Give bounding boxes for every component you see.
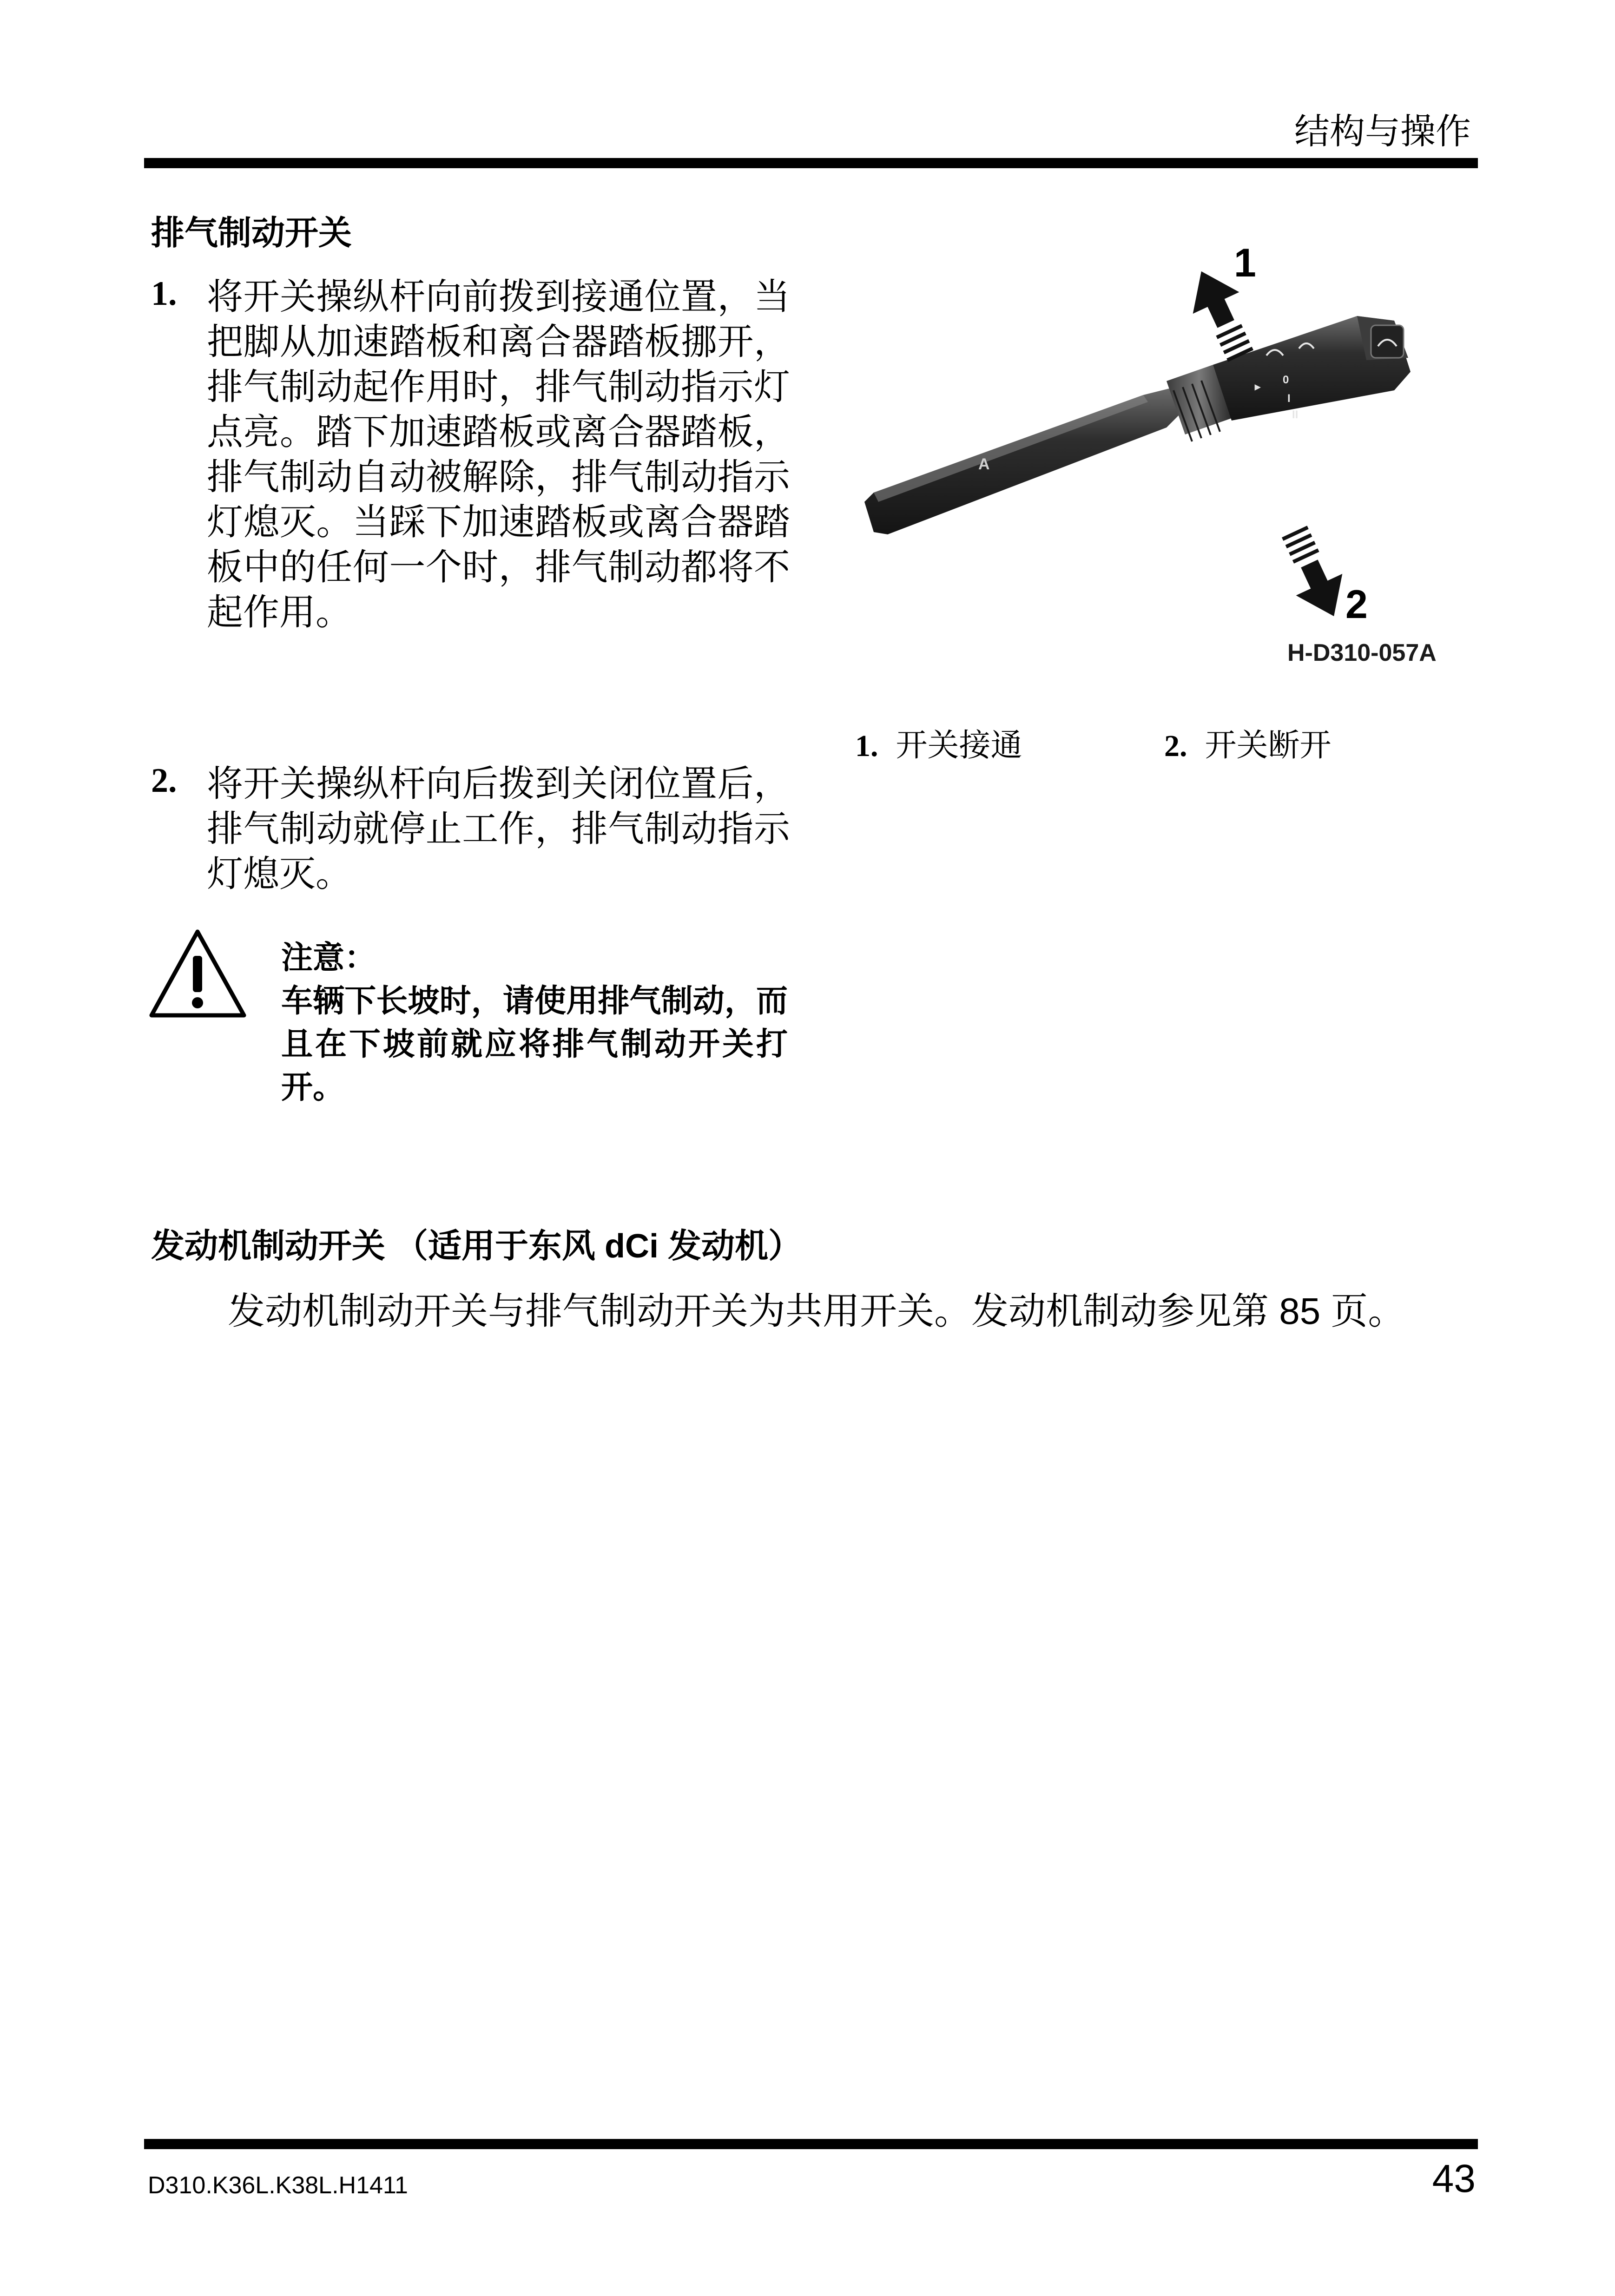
warning-triangle-icon xyxy=(148,927,248,1020)
header-section-title: 结构与操作 xyxy=(1294,112,1471,151)
engine-brake-body: 发动机制动开关与排气制动开关为共用开关。发动机制动参见第 85 页。 xyxy=(228,1290,1405,1332)
engine-brake-heading: 发动机制动开关 （适用于东风 dCi 发动机） xyxy=(151,1228,802,1265)
exhaust-brake-heading: 排气制动开关 xyxy=(151,215,352,252)
step-2-number: 2. xyxy=(151,762,177,800)
svg-text:▸: ▸ xyxy=(1255,381,1261,393)
arrow-label-2: 2 xyxy=(1345,582,1368,627)
footer-rule xyxy=(144,2139,1478,2149)
caption-1-number: 1. xyxy=(855,729,878,763)
svg-text:II: II xyxy=(1292,408,1299,421)
step-2-text: 将开关操纵杆向后拨到关闭位置后，排气制动就停止工作，排气制动指示灯熄灭。 xyxy=(207,763,790,894)
svg-text:0: 0 xyxy=(1283,374,1289,386)
step-1-number: 1. xyxy=(151,275,177,313)
svg-text:I: I xyxy=(1287,392,1291,405)
caption-2-text: 开关断开 xyxy=(1205,728,1332,763)
page-number: 43 xyxy=(1432,2157,1476,2200)
stalk-switch-illustration xyxy=(846,242,1487,697)
caption-2-number: 2. xyxy=(1164,729,1187,763)
step-1-text: 将开关操纵杆向前拨到接通位置，当把脚从加速踏板和离合器踏板挪开，排气制动起作用时，排气制动指示灯点亮。踏下加速踏板或离合器踏板，排气制动自动被解除，排气制动指示灯熄灭。当踩下加速踏板或离合器踏板中的任何一个时，排气制动都将不起作用。 xyxy=(207,276,790,632)
caption-1-text: 开关接通 xyxy=(896,728,1022,763)
caution-text: 车辆下长坡时，请使用排气制动，而且在下坡前就应将排气制动开关打开。 xyxy=(281,983,788,1105)
caution-title: 注意： xyxy=(281,940,376,975)
arrow-label-1: 1 xyxy=(1234,242,1256,285)
footer-doc-code: D310.K36L.K38L.H1411 xyxy=(148,2172,408,2199)
figure-code: H-D310-057A xyxy=(1287,639,1437,666)
caption-1 xyxy=(855,720,1022,765)
caption-2 xyxy=(1164,720,1332,765)
header-rule xyxy=(144,158,1478,168)
svg-text:A: A xyxy=(978,455,990,473)
caution-block xyxy=(281,936,788,1109)
